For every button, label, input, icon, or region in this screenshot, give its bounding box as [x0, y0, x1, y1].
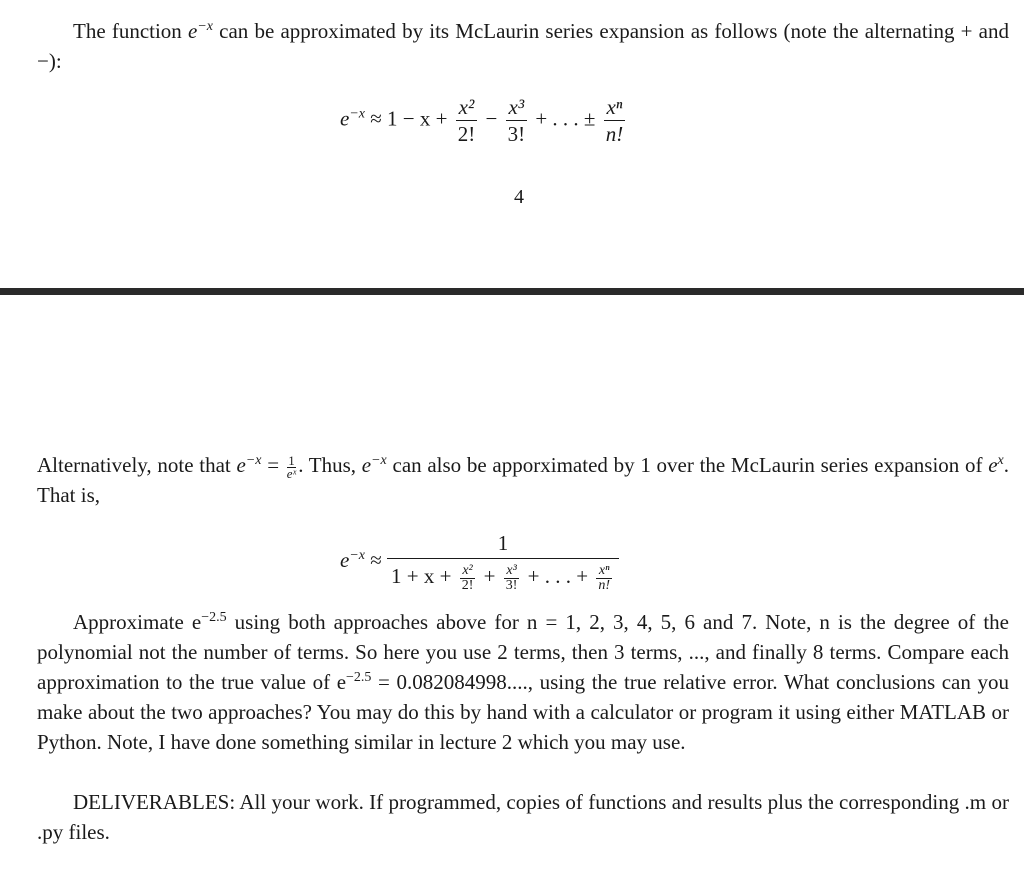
alternative-paragraph: Alternatively, note that $e^{-x}$ = $\frac{1}{\text{eˣ}}$ . Thus, $e^{-x}$ can also be apporximated by 1 over the McLaurin series expansion of $e^x$. That is, [37, 452, 1010, 507]
eq1-approx-sign: ≈ [370, 106, 382, 131]
math-exponent: −x [197, 19, 213, 34]
eq2-lhs: e [340, 547, 350, 572]
eq2-approx-sign: ≈ [370, 547, 382, 572]
eq1-lhs: e [340, 106, 350, 131]
alt-text-start: Alternatively, note that [37, 453, 237, 477]
alt-inline-fraction: $\frac{1}{\text{eˣ}}$ [286, 452, 297, 481]
eq1-fraction-xn: $\frac{\text{xⁿ}}{n!}$ [605, 95, 624, 146]
task-text-middle: using both approaches above for n = 1, 2, 3, 4, 5, 6 and 7. Note, n is the degree of the polynomial not the number of terms. So here you use 2 terms, then 3 terms, ..., and finally 8 terms. Compare each approximation to the true value of e [37, 610, 1010, 694]
deliverables-paragraph: DELIVERABLES: All your work. If programmed, copies of functions and results plus the corresponding .m or .py files. [37, 790, 1009, 844]
eq1-ellipsis: + . . . ± [535, 106, 596, 131]
maclaurin-equation [340, 94, 628, 147]
reciprocal-equation [340, 528, 619, 593]
eq1-fraction-x2: $\frac{\text{x²}}{2!}$ [457, 95, 476, 146]
task-exponent-2: −2.5 [346, 670, 372, 685]
eq1-minus: − [485, 106, 498, 131]
intro-paragraph [37, 16, 1009, 76]
intro-text-start: The function [73, 19, 188, 43]
eq1-lhs-exponent: −x [349, 106, 365, 122]
eq1-leading-terms: 1 − x + [387, 106, 448, 131]
task-text-start: Approximate e [73, 610, 202, 634]
task-text-end: = 0.082084998...., using the true relative error. What conclusions can you make about the two approaches? You may do this by hand with a calculator or program it using either MATLAB or Python. Note, I have done something similar in lecture 2 which you may use. [37, 670, 1009, 754]
eq2-denominator: 1 + x + $\frac{\text{x²}}{2!}$ + $\frac{\text{x³}}{3!}$ + . . . + $\frac{\text{xⁿ}}{n!}$ [387, 558, 619, 593]
page-number: 4 [514, 186, 524, 208]
task-exponent: −2.5 [201, 610, 227, 625]
eq2-numerator: 1 [497, 531, 509, 555]
intro-text-end: can be approximated by its McLaurin series expansion as follows (note the alternating + and −): [37, 19, 1009, 73]
eq1-fraction-x3: $\frac{\text{x³}}{3!}$ [507, 95, 526, 146]
page-divider [0, 288, 1024, 295]
task-paragraph [37, 607, 1009, 757]
eq2-big-fraction [387, 528, 619, 593]
eq2-lhs-exponent: −x [349, 547, 365, 563]
math-e: e [187, 19, 198, 43]
